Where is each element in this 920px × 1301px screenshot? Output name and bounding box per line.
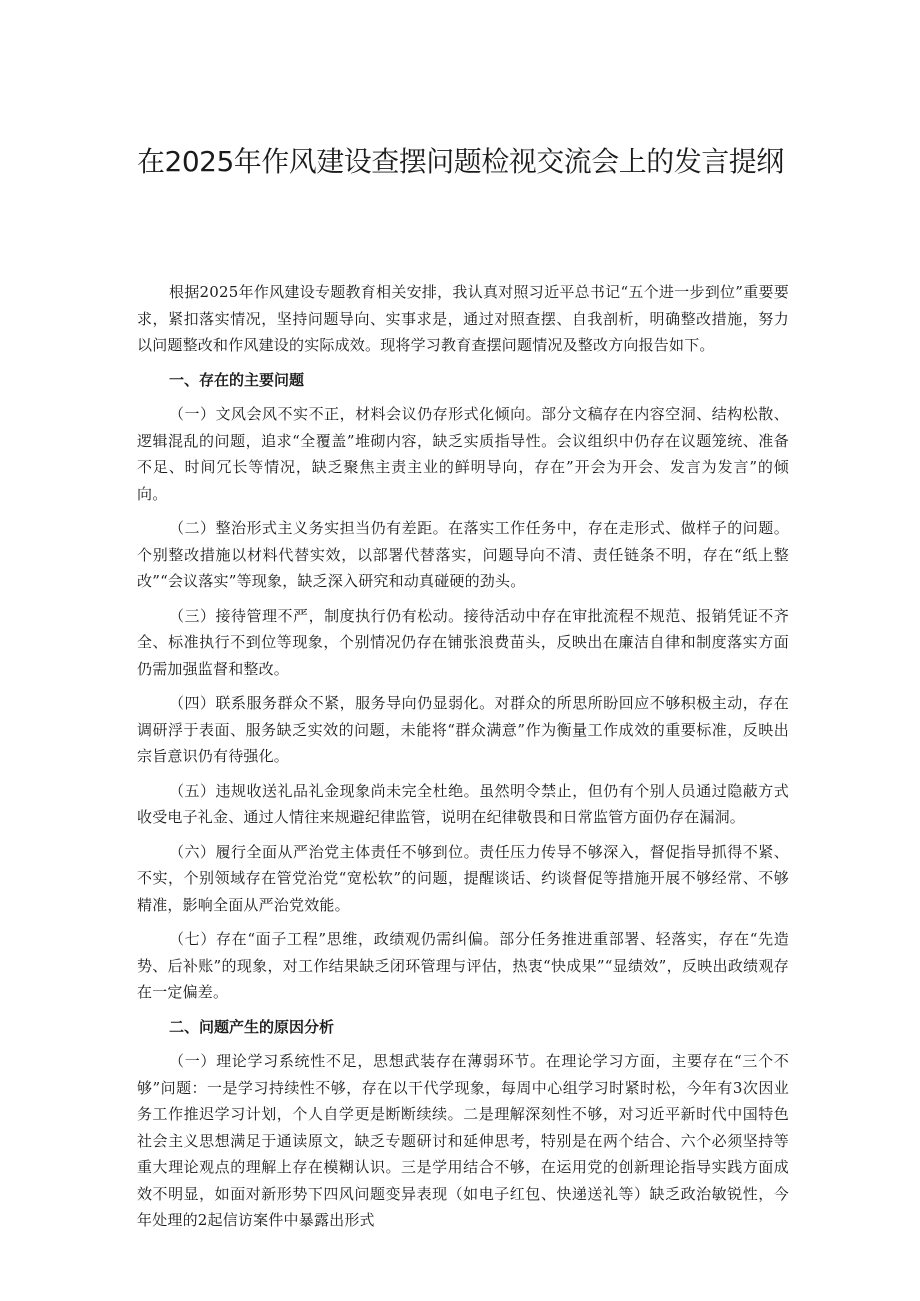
document-body [137,279,789,1242]
problem-item: （七）存在“面子工程”思维，政绩观仍需纠偏。部分任务推进重部署、轻落实，存在“先造势、后补账”的现象，对工作结果缺乏闭环管理与评估，热衷“快成果”“显绩效”，反映出政绩观存在一定偏差。 [137,930,789,1001]
problem-item: （五）违规收送礼品礼金现象尚未完全杜绝。虽然明令禁止，但仍有个别人员通过隐蔽方式收受电子礼金、通过人情往来规避纪律监管，说明在纪律敬畏和日常监管方面仍存在漏洞。 [137,781,789,826]
section-heading-problems: 一、存在的主要问题 [169,370,305,389]
problem-item: （二）整治形式主义务实担当仍有差距。在落实工作任务中，存在走形式、做样子的问题。个别整改措施以材料代替实效，以部署代替落实，问题导向不清、责任链条不明，存在“纸上整改”“会议落实”等现象，缺乏深入研究和动真碰硬的劲头。 [137,519,789,590]
intro-paragraph: 根据2025年作风建设专题教育相关安排，我认真对照习近平总书记“五个进一步到位”重要要求，紧扣落实情况，坚持问题导向、实事求是，通过对照查摆、自我剖析，明确整改措施，努力以问题整改和作风建设的实际成效。现将学习教育查摆问题情况及整改方向报告如下。 [137,283,789,354]
problem-item: （四）联系服务群众不紧，服务导向仍显弱化。对群众的所思所盼回应不够积极主动，存在调研浮于表面、服务缺乏实效的问题，未能将“群众满意”作为衡量工作成效的重要标准，反映出宗旨意识仍有待强化。 [137,694,789,765]
section-heading-causes: 二、问题产生的原因分析 [169,1017,335,1036]
problem-item: （三）接待管理不严，制度执行仍有松动。接待活动中存在审批流程不规范、报销凭证不齐全、标准执行不到位等现象，个别情况仍存在铺张浪费苗头，反映出在廉洁自律和制度落实方面仍需加强监督和整改。 [137,606,789,678]
cause-item: （一）理论学习系统性不足，思想武装存在薄弱环节。在理论学习方面，主要存在“三个不够”问题：一是学习持续性不够，存在以干代学现象，每周中心组学习时紧时松，今年有3次因业务工作推迟学习计划，个人自学更是断断续续。二是理解深刻性不够，对习近平新时代中国特色社会主义思想满足于通读原文，缺乏专题研讨和延伸思考，特别是在两个结合、六个必须坚持等重大理论观点的理解上存在模糊认识。三是学用结合不够，在运用党的创新理论指导实践方面成效不明显，如面对新形势下四风问题变异表现（如电子红包、快递送礼等）缺乏政治敏锐性，今年处理的2起信访案件中暴露出形式 [137,1052,789,1229]
problem-item: （一）文风会风不实不正，材料会议仍存形式化倾向。部分文稿存在内容空洞、结构松散、逻辑混乱的问题，追求“全覆盖”堆砌内容，缺乏实质指导性。会议组织中仍存在议题笼统、准备不足、时间冗长等情况，缺乏聚焦主责主业的鲜明导向，存在”开会为开会、发言为发言”的倾向。 [137,405,789,503]
problem-item: （六）履行全面从严治党主体责任不够到位。责任压力传导不够深入，督促指导抓得不紧、不实，个别领域存在管党治党“宽松软”的问题，提醒谈话、约谈督促等措施开展不够经常、不够精准，影响全面从严治党效能。 [137,842,789,914]
document-title: 在2025年作风建设查摆问题检视交流会上的发言提纲 [137,145,784,178]
